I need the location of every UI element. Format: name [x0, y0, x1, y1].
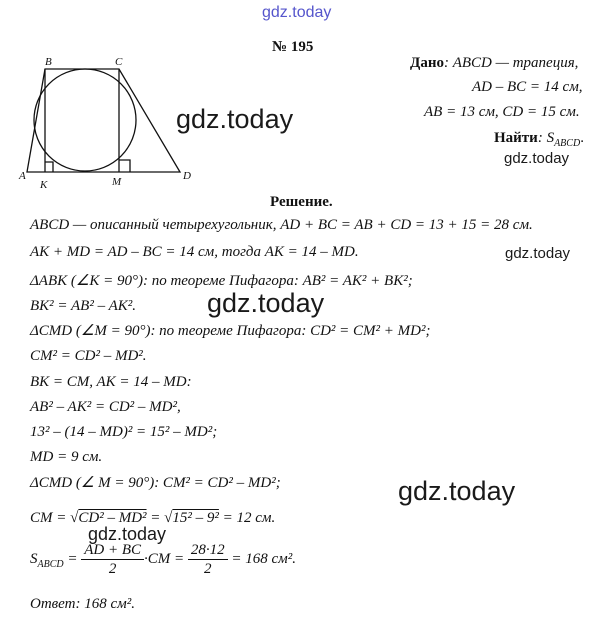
- problem-number: № 195: [272, 39, 314, 55]
- fraction-1: [81, 541, 144, 578]
- solution-line-3: ΔABK (∠K = 90°): по теореме Пифагора: AB² = AK² + BK²;: [30, 273, 413, 289]
- find-end: .: [580, 130, 584, 146]
- watermark-middle: gdz.today: [207, 288, 325, 318]
- watermark-given: gdz.today: [504, 150, 570, 167]
- right-angle-k: [45, 162, 53, 172]
- cm-eq-1: =: [146, 510, 165, 526]
- given-line-1: [410, 54, 578, 72]
- label-a: A: [19, 170, 26, 182]
- watermark-figure: gdz.today: [176, 104, 294, 134]
- fraction-1-den: 2: [108, 561, 117, 577]
- label-c: C: [115, 56, 123, 68]
- watermark-right: gdz.today: [398, 476, 516, 506]
- area-end: = 168 см².: [227, 550, 297, 567]
- area-eq: =: [63, 550, 82, 567]
- cm-lhs: CM =: [30, 510, 71, 526]
- given-label: Дано: [410, 55, 444, 71]
- fraction-2-den: 2: [204, 561, 212, 577]
- answer-label: Ответ: [30, 596, 76, 612]
- find-label: Найти: [494, 130, 538, 146]
- label-k: K: [40, 179, 48, 191]
- area-lhs-sub: ABCD: [37, 558, 64, 570]
- solution-line-5: ΔCMD (∠M = 90°): по теореме Пифагора: CD² = CM² + MD²;: [30, 323, 431, 339]
- fraction-2: [188, 541, 228, 578]
- answer-line: [30, 595, 135, 613]
- label-b: B: [45, 56, 52, 68]
- area-mid: ·CM =: [144, 550, 188, 567]
- sqrt-sign-2: √: [164, 510, 173, 526]
- area-lhs: S: [30, 550, 38, 567]
- label-m: M: [112, 176, 122, 188]
- solution-line-6: CM² = CD² – MD².: [30, 348, 147, 364]
- fraction-2-num: 28·12: [188, 541, 228, 560]
- solution-line-8: AB² – AK² = CD² – MD²,: [30, 399, 181, 415]
- watermark-top: gdz.today: [262, 4, 332, 21]
- solution-line-11: ΔCMD (∠ M = 90°): CM² = CD² – MD²;: [30, 475, 281, 491]
- solution-line-1: ABCD — описанный четырехугольник, AD + BC = AB + CD = 13 + 15 = 28 см.: [30, 217, 533, 233]
- cm-end: = 12 см.: [218, 510, 276, 526]
- given-text-1: : ABCD — трапеция,: [443, 55, 579, 71]
- cm-radicand-2: 15² – 9²: [172, 510, 219, 526]
- solution-heading: Решение.: [270, 194, 333, 210]
- watermark-lower: gdz.today: [88, 524, 167, 544]
- answer-text: : 168 см².: [75, 596, 135, 612]
- solution-line-10: MD = 9 см.: [30, 449, 103, 465]
- area-line: [30, 541, 296, 578]
- find-sub: ABCD: [554, 138, 581, 149]
- inscribed-circle: [34, 69, 136, 171]
- label-d: D: [183, 170, 191, 182]
- given-line-3: AB = 13 см, CD = 15 см.: [424, 104, 580, 120]
- solution-line-9: 13² – (14 – MD)² = 15² – MD²;: [30, 424, 218, 440]
- solution-line-7: BK = CM, AK = 14 – MD:: [30, 374, 192, 390]
- given-line-2: AD – BC = 14 см,: [472, 79, 583, 95]
- fraction-1-num: AD + BC: [81, 541, 144, 560]
- right-angle-m: [119, 160, 130, 172]
- find-text: : S: [537, 130, 555, 146]
- solution-line-4: BK² = AB² – AK².: [30, 298, 136, 314]
- solution-line-2: AK + MD = AD – BC = 14 см, тогда AK = 14 – MD.: [30, 244, 359, 260]
- cm-radicand-1: CD² – MD²: [78, 510, 147, 526]
- watermark-solution: gdz.today: [505, 245, 571, 262]
- sqrt-sign-1: √: [70, 510, 79, 526]
